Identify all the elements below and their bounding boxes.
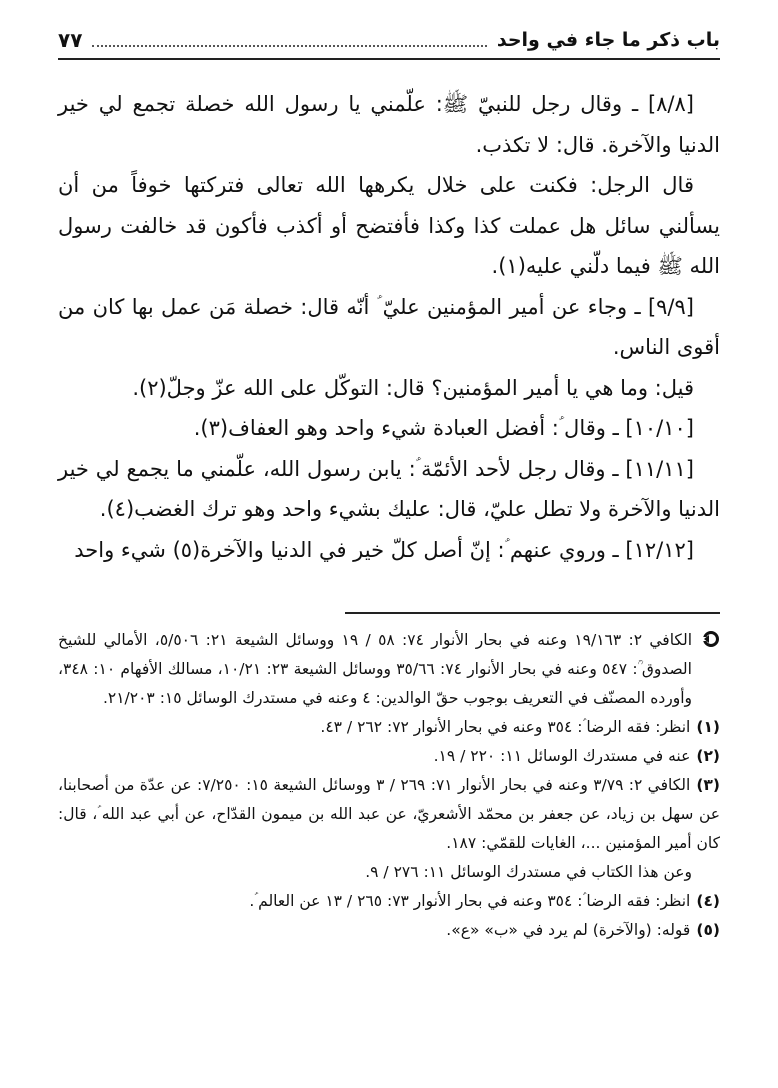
footnote-1-label: (١) [696, 718, 720, 736]
footnote-divider [345, 612, 720, 614]
footnote-2 [58, 742, 720, 771]
footnote-1 [58, 713, 720, 742]
footnote-3 [58, 771, 720, 858]
footnote-5-label: (٥) [696, 921, 720, 939]
running-header [58, 22, 720, 60]
footnote-2-text: عنه في مستدرك الوسائل ١١: ٢٢٠ / ١٩. [433, 747, 691, 765]
footnote-5 [58, 916, 720, 945]
footnote-source-text: الكافي ٢: ١٩/١٦٣ وعنه في بحار الأنوار ٧٤: ٥٨ / ١٩ ووسائل الشيعة ٢١: ٥/٥٠٦، الأمالي للشيخ الصدوق ؒ: ٥٤٧ وعنه في بحار الأنوار ٧٤: ٣٥/٦٦ ووسائل الشيعة ٢٣: ١٠/٢١، مسالك الأفهام ١٠: ٣٤٨، وأورده المصنّف في التعريف بوجوب حقّ الوالدين: ٤ وعنه في مستدرك الوسائل ١٥: ٢١/٢٠٣. [58, 631, 693, 707]
hadith-8: [٨/٨] ـ وقال رجل للنبيّ ﷺ: علّمني يا رسول الله خصلة تجمع لي خير الدنيا والآخرة. قال: لا تكذب. [58, 92, 720, 157]
hadith-8-continuation: قال الرجل: فكنت على خلال يكرهها الله تعالى فتركتها خوفاً من أن يسألني سائل هل عملت كذا وكذا فأفتضح أو أكذب فأكون قد خالفت رسول الله ﷺ فيما دلّني عليه(١). [58, 173, 720, 278]
page-number: ٧٧ [58, 28, 83, 52]
hadith-10: [١٠/١٠] ـ وقال ؑ: أفضل العبادة شيء واحد وهو العفاف(٣). [193, 416, 694, 440]
hooked-arrow-icon [702, 630, 720, 648]
footnote-3-continuation: وعن هذا الكتاب في مستدرك الوسائل ١١: ٢٧٦ / ٩. [365, 863, 692, 881]
footnote-3-label: (٣) [696, 776, 720, 794]
footnote-4-text: انظر: فقه الرضا ؑ: ٣٥٤ وعنه في بحار الأنوار ٧٣: ٢٦٥ / ١٣ عن العالم ؑ. [249, 892, 691, 910]
footnote-4 [58, 887, 720, 916]
hadith-9-continuation: قيل: وما هي يا أمير المؤمنين؟ قال: التوكّل على الله عزّ وجلّ(٢). [132, 375, 694, 400]
footnote-source [58, 626, 720, 713]
footnotes [58, 626, 720, 945]
footnote-3-text: الكافي ٢: ٣/٧٩ وعنه في بحار الأنوار ٧١: ٢٦٩ / ٣ ووسائل الشيعة ١٥: ٧/٢٥٠: عن عدّة من أصحابنا، عن سهل بن زياد، عن جعفر بن محمّد الأشعريّ، عن عبد الله بن ميمون القدّاح، عن أبي عبد الله ؑ، قال: كان أمير المؤمنين ...، الغايات للقمّي: ١٨٧. [58, 776, 720, 852]
footnote-4-label: (٤) [696, 892, 720, 910]
leader-dots [92, 45, 486, 47]
chapter-title: باب ذكر ما جاء في واحد [496, 29, 720, 51]
hadith-9: [٩/٩] ـ وجاء عن أمير المؤمنين عليّ ؑ أنّه قال: خصلة مَن عمل بها كان من أقوى الناس. [58, 294, 720, 359]
main-text [58, 84, 720, 570]
hadith-11: [١١/١١] ـ وقال رجل لأحد الأئمّة ؑ: يابن رسول الله، علّمني ما يجمع لي خير الدنيا والآخرة ولا تطل عليّ، قال: عليك بشيء واحد وهو ترك الغضب(٤). [58, 456, 720, 521]
footnote-5-text: قوله: (والآخرة) لم يرد في «ب» «ع». [446, 921, 691, 939]
footnote-2-label: (٢) [696, 747, 720, 765]
footnote-1-text: انظر: فقه الرضا ؑ: ٣٥٤ وعنه في بحار الأنوار ٧٢: ٢٦٢ / ٤٣. [320, 718, 691, 736]
hadith-12: [١٢/١٢] ـ وروي عنهم ؑ: إنّ أصل كلّ خير في الدنيا والآخرة(٥) شيء واحد [74, 537, 694, 562]
